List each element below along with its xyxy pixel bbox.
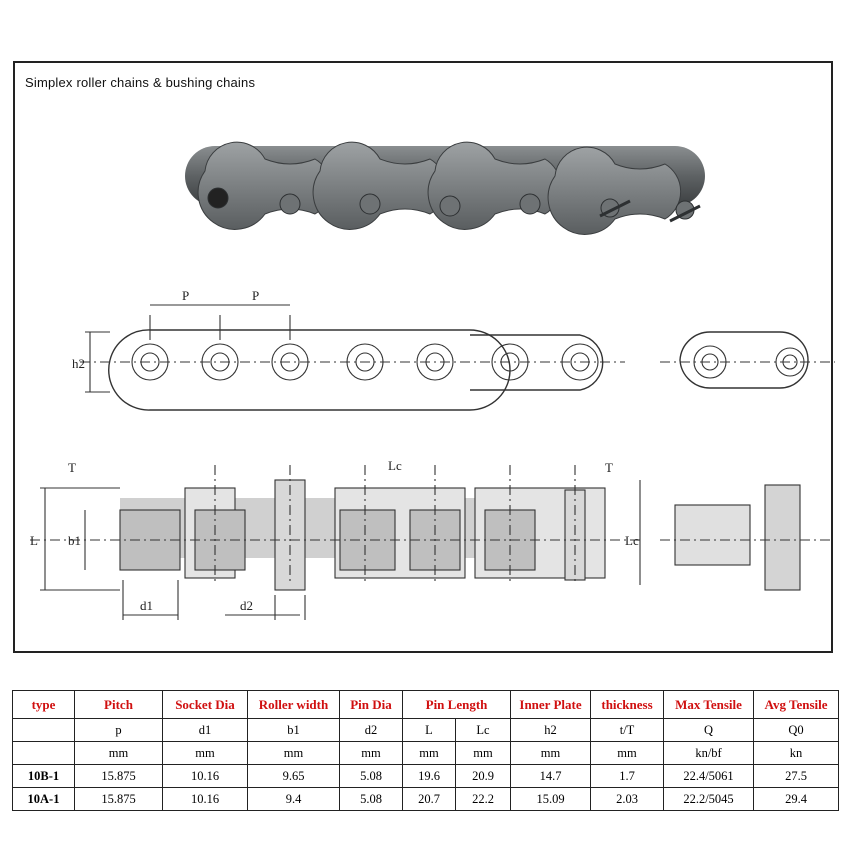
table-cell: mm [340, 742, 403, 765]
table-cell: 22.2/5045 [664, 788, 754, 811]
chain-technical-drawing [0, 220, 850, 630]
table-cell: mm [511, 742, 591, 765]
col-header: thickness [591, 691, 664, 719]
header-row [13, 691, 839, 719]
table-cell: kn [754, 742, 839, 765]
table-cell: mm [403, 742, 456, 765]
table-cell: d2 [340, 719, 403, 742]
dim-label-d1: d1 [140, 598, 153, 613]
col-header: type [13, 691, 75, 719]
table-cell: 19.6 [403, 765, 456, 788]
dim-label-h2: h2 [72, 356, 85, 371]
table-cell: mm [248, 742, 340, 765]
symbol-row [13, 719, 839, 742]
table-cell: kn/bf [664, 742, 754, 765]
table-cell: t/T [591, 719, 664, 742]
dim-label-d2: d2 [240, 598, 253, 613]
table-cell: 15.09 [511, 788, 591, 811]
table-cell: Q [664, 719, 754, 742]
dim-label-lc-top: Lc [388, 458, 402, 473]
col-header: Socket Dia [163, 691, 248, 719]
dim-label-thickness: T [68, 460, 76, 475]
table-cell: 9.4 [248, 788, 340, 811]
table-cell: 22.2 [456, 788, 511, 811]
table-cell: 20.9 [456, 765, 511, 788]
dim-label-pitch-2: P [252, 288, 260, 303]
dim-label-pitch-1: P [182, 288, 190, 303]
table-cell: 20.7 [403, 788, 456, 811]
dim-label-thickness-right: T [605, 460, 613, 475]
table-row [13, 788, 839, 811]
table-cell [13, 719, 75, 742]
table-cell: b1 [248, 719, 340, 742]
col-header: Pin Dia [340, 691, 403, 719]
table-cell: mm [75, 742, 163, 765]
table-cell: 10.16 [163, 788, 248, 811]
col-header: Roller width [248, 691, 340, 719]
table-cell: 14.7 [511, 765, 591, 788]
col-header: Inner Plate [511, 691, 591, 719]
spec-table [12, 690, 839, 811]
table-cell: mm [591, 742, 664, 765]
table-cell: L [403, 719, 456, 742]
table-cell: 29.4 [754, 788, 839, 811]
units-row [13, 742, 839, 765]
table-cell: h2 [511, 719, 591, 742]
table-cell: 5.08 [340, 788, 403, 811]
table-cell: mm [163, 742, 248, 765]
table-cell: 22.4/5061 [664, 765, 754, 788]
col-header: Max Tensile [664, 691, 754, 719]
table-cell: 1.7 [591, 765, 664, 788]
dim-label-l: L [30, 533, 38, 548]
dim-label-b1: b1 [68, 533, 81, 548]
table-cell: Q0 [754, 719, 839, 742]
table-cell: 2.03 [591, 788, 664, 811]
table-cell: 27.5 [754, 765, 839, 788]
dim-label-lc-side: Lc [625, 533, 639, 548]
table-row [13, 765, 839, 788]
table-cell: 10.16 [163, 765, 248, 788]
table-cell: p [75, 719, 163, 742]
col-header: Pin Length [403, 691, 511, 719]
table-cell: mm [456, 742, 511, 765]
table-cell: 9.65 [248, 765, 340, 788]
table-cell: d1 [163, 719, 248, 742]
diagram-heading: Simplex roller chains & bushing chains [25, 75, 256, 90]
table-cell [13, 742, 75, 765]
table-cell: 10A-1 [13, 788, 75, 811]
col-header: Avg Tensile [754, 691, 839, 719]
table-cell: 15.875 [75, 788, 163, 811]
table-cell: 5.08 [340, 765, 403, 788]
table-cell: 15.875 [75, 765, 163, 788]
table-cell: 10B-1 [13, 765, 75, 788]
table-cell: Lc [456, 719, 511, 742]
col-header: Pitch [75, 691, 163, 719]
